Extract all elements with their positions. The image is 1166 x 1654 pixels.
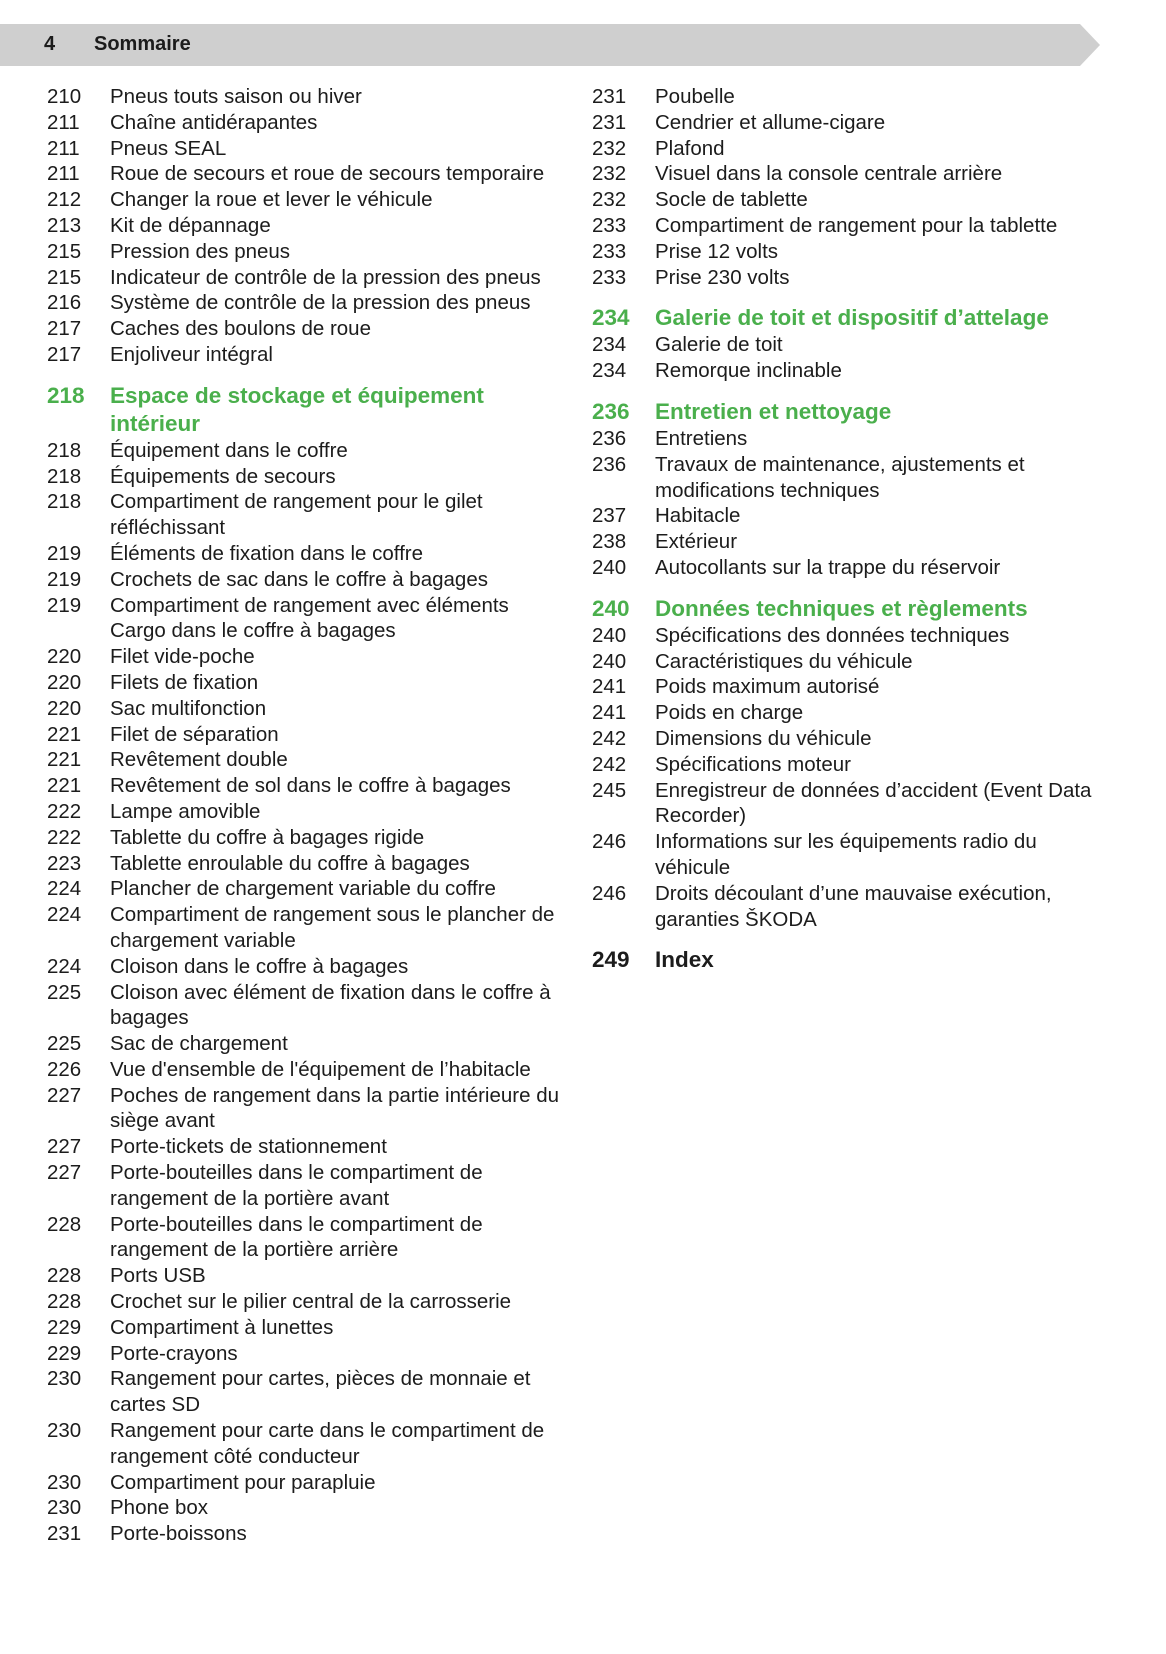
toc-entry-title: Entretien et nettoyage bbox=[655, 398, 892, 424]
toc-entry[interactable] bbox=[47, 290, 567, 316]
toc-entry[interactable] bbox=[592, 529, 1112, 555]
toc-page-number: 231 bbox=[592, 85, 627, 108]
toc-entry[interactable] bbox=[592, 829, 1112, 881]
toc-section-heading[interactable] bbox=[47, 382, 567, 438]
toc-entry-title: Phone box bbox=[110, 1496, 209, 1520]
toc-page-number: 240 bbox=[592, 649, 627, 673]
toc-page-number: 220 bbox=[47, 645, 82, 669]
toc-entry-title: Plafond bbox=[655, 136, 725, 160]
toc-page-number: 221 bbox=[47, 722, 82, 746]
toc-entry[interactable] bbox=[47, 1212, 567, 1264]
toc-entry-title: Socle de tablette bbox=[655, 188, 808, 212]
toc-entry-title: Tablette enroulable du coffre à bagages bbox=[110, 851, 470, 875]
toc-page-number: 225 bbox=[47, 980, 82, 1004]
toc-section-heading[interactable] bbox=[592, 595, 1112, 623]
toc-entry-title: Enjoliveur intégral bbox=[110, 342, 273, 366]
toc-entry-title: Espace de stockage et équipement intérieur bbox=[110, 382, 484, 436]
toc-entry[interactable] bbox=[47, 1341, 567, 1367]
toc-entry-title: Droits découlant d’une mauvaise exécution, garanties ŠKODA bbox=[655, 881, 1052, 931]
toc-entry-title: Entretiens bbox=[655, 426, 748, 450]
toc-page-number: 221 bbox=[47, 748, 82, 772]
toc-page-number: 218 bbox=[47, 382, 85, 408]
toc-entry-title: Rangement pour carte dans le compartiment de rangement côté conducteur bbox=[110, 1419, 545, 1468]
toc-entry[interactable] bbox=[592, 213, 1112, 239]
toc-page-number: 217 bbox=[47, 342, 82, 366]
toc-entry[interactable] bbox=[592, 778, 1112, 830]
toc-entry-title: Filets de fixation bbox=[110, 670, 259, 694]
toc-page-number: 241 bbox=[592, 675, 627, 699]
toc-page-number: 241 bbox=[592, 701, 627, 725]
toc-entry-title: Vue d'ensemble de l'équipement de l’habitacle bbox=[110, 1057, 531, 1081]
toc-entry-title: Rangement pour cartes, pièces de monnaie et cartes SD bbox=[110, 1367, 531, 1417]
toc-entry[interactable] bbox=[47, 722, 567, 748]
toc-entry[interactable] bbox=[47, 1315, 567, 1341]
toc-page-number: 234 bbox=[592, 359, 627, 383]
toc-entry-title: Porte-tickets de stationnement bbox=[110, 1135, 387, 1159]
toc-entry[interactable] bbox=[592, 623, 1112, 649]
toc-entry[interactable] bbox=[592, 452, 1112, 504]
toc-entry[interactable] bbox=[47, 876, 567, 902]
toc-page-number: 234 bbox=[592, 333, 627, 357]
toc-page-number: 240 bbox=[592, 623, 627, 647]
toc-entry[interactable] bbox=[47, 567, 567, 593]
toc-page-number: 228 bbox=[47, 1290, 82, 1314]
toc-entry-title: Caches des boulons de roue bbox=[110, 317, 371, 341]
toc-entry-title: Données techniques et règlements bbox=[655, 595, 1028, 621]
toc-entry[interactable] bbox=[47, 980, 567, 1032]
toc-page-number: 227 bbox=[47, 1135, 82, 1159]
toc-page-number: 228 bbox=[47, 1212, 82, 1236]
toc-entry[interactable] bbox=[47, 1366, 567, 1418]
toc-page-number: 210 bbox=[47, 85, 82, 108]
toc-entry[interactable] bbox=[47, 773, 567, 799]
toc-index-heading[interactable] bbox=[592, 946, 1112, 974]
toc-entry-title: Porte-crayons bbox=[110, 1341, 238, 1365]
toc-entry[interactable] bbox=[592, 239, 1112, 265]
page-title: Sommaire bbox=[94, 33, 191, 55]
toc-page-number: 211 bbox=[47, 110, 80, 134]
toc-entry-title: Spécifications des données techniques bbox=[655, 623, 1010, 647]
toc-entry-title: Revêtement de sol dans le coffre à bagages bbox=[110, 774, 511, 798]
toc-page-number: 230 bbox=[47, 1470, 82, 1494]
toc-entry[interactable] bbox=[47, 161, 567, 187]
toc-entry[interactable] bbox=[592, 136, 1112, 162]
toc-entry-title: Cloison avec élément de fixation dans le coffre à bagages bbox=[110, 980, 551, 1030]
toc-page-number: 230 bbox=[47, 1367, 82, 1391]
toc-entry[interactable] bbox=[47, 1160, 567, 1212]
toc-left-column bbox=[47, 84, 567, 1547]
toc-page-number: 236 bbox=[592, 426, 627, 450]
toc-entry[interactable] bbox=[47, 84, 567, 110]
toc-entry-title: Autocollants sur la trappe du réservoir bbox=[655, 555, 1001, 579]
toc-entry[interactable] bbox=[47, 954, 567, 980]
toc-right-column bbox=[592, 84, 1112, 974]
toc-entry-title: Prise 230 volts bbox=[655, 265, 790, 289]
toc-entry-title: Enregistreur de données d’accident (Event Data Recorder) bbox=[655, 778, 1092, 828]
toc-entry[interactable] bbox=[47, 1289, 567, 1315]
toc-page-number: 231 bbox=[592, 110, 627, 134]
toc-entry[interactable] bbox=[592, 674, 1112, 700]
toc-page-number: 215 bbox=[47, 239, 82, 263]
toc-page-number: 219 bbox=[47, 567, 82, 591]
toc-entry-title: Compartiment de rangement pour le gilet réfléchissant bbox=[110, 490, 483, 540]
toc-page-number: 233 bbox=[592, 265, 627, 289]
toc-entry[interactable] bbox=[592, 161, 1112, 187]
toc-entry[interactable] bbox=[47, 1495, 567, 1521]
toc-entry-title: Compartiment pour parapluie bbox=[110, 1470, 376, 1494]
toc-entry-title: Système de contrôle de la pression des pneus bbox=[110, 291, 531, 315]
toc-entry[interactable] bbox=[47, 1263, 567, 1289]
toc-entry-title: Équipement dans le coffre bbox=[110, 438, 348, 462]
toc-entry[interactable] bbox=[47, 593, 567, 645]
toc-entry-title: Crochet sur le pilier central de la carrosserie bbox=[110, 1290, 512, 1314]
toc-entry-title: Lampe amovible bbox=[110, 799, 261, 823]
toc-page-number: 225 bbox=[47, 1032, 82, 1056]
toc-entry-title: Tablette du coffre à bagages rigide bbox=[110, 825, 425, 849]
toc-page-number: 232 bbox=[592, 162, 627, 186]
toc-entry[interactable] bbox=[592, 110, 1112, 136]
toc-entry-title: Compartiment de rangement pour la tablette bbox=[655, 213, 1058, 237]
toc-entry-title: Crochets de sac dans le coffre à bagages bbox=[110, 567, 488, 591]
toc-entry[interactable] bbox=[47, 851, 567, 877]
toc-entry-title: Informations sur les équipements radio du véhicule bbox=[655, 830, 1037, 879]
toc-entry[interactable] bbox=[47, 316, 567, 342]
toc-page-number: 246 bbox=[592, 881, 627, 905]
toc-page-number: 218 bbox=[47, 490, 82, 514]
toc-page-number: 232 bbox=[592, 188, 627, 212]
toc-page-number: 222 bbox=[47, 799, 82, 823]
toc-entry-title: Travaux de maintenance, ajustements et modifications techniques bbox=[655, 452, 1025, 502]
toc-page-number: 227 bbox=[47, 1161, 82, 1185]
toc-page-number: 234 bbox=[592, 305, 630, 331]
toc-entry-title: Poches de rangement dans la partie intérieure du siège avant bbox=[110, 1083, 560, 1133]
toc-page-number: 224 bbox=[47, 877, 82, 901]
toc-entry[interactable] bbox=[592, 265, 1112, 291]
toc-entry-title: Sac multifonction bbox=[110, 696, 267, 720]
toc-page-number: 221 bbox=[47, 774, 82, 798]
toc-entry[interactable] bbox=[47, 541, 567, 567]
toc-entry-title: Compartiment à lunettes bbox=[110, 1315, 334, 1339]
toc-page-number: 236 bbox=[592, 398, 630, 424]
toc-entry[interactable] bbox=[592, 649, 1112, 675]
toc-entry-title: Spécifications moteur bbox=[655, 752, 851, 776]
toc-entry-title: Filet de séparation bbox=[110, 722, 279, 746]
toc-entry[interactable] bbox=[47, 110, 567, 136]
toc-entry[interactable] bbox=[592, 187, 1112, 213]
toc-entry-title: Index bbox=[655, 947, 714, 973]
toc-page-number: 216 bbox=[47, 291, 82, 315]
toc-entry[interactable] bbox=[592, 358, 1112, 384]
toc-entry-title: Dimensions du véhicule bbox=[655, 726, 872, 750]
toc-page-number: 223 bbox=[47, 851, 82, 875]
toc-page-number: 233 bbox=[592, 213, 627, 237]
toc-entry-title: Revêtement double bbox=[110, 748, 288, 772]
toc-entry[interactable] bbox=[592, 881, 1112, 933]
toc-entry[interactable] bbox=[47, 696, 567, 722]
toc-entry[interactable] bbox=[592, 726, 1112, 752]
toc-page-number: 211 bbox=[47, 162, 80, 186]
toc-entry-title: Galerie de toit et dispositif d’attelage bbox=[655, 305, 1049, 331]
toc-entry[interactable] bbox=[47, 464, 567, 490]
toc-page-number: 211 bbox=[47, 136, 80, 160]
toc-entry-title: Éléments de fixation dans le coffre bbox=[110, 541, 423, 565]
toc-entry[interactable] bbox=[47, 1031, 567, 1057]
toc-page-number: 249 bbox=[592, 947, 630, 973]
toc-entry-title: Porte-bouteilles dans le compartiment de rangement de la portière avant bbox=[110, 1161, 483, 1210]
toc-entry[interactable] bbox=[47, 213, 567, 239]
toc-entry-title: Poubelle bbox=[655, 85, 735, 108]
toc-page-number: 219 bbox=[47, 541, 82, 565]
toc-entry[interactable] bbox=[47, 1057, 567, 1083]
toc-entry-title: Remorque inclinable bbox=[655, 359, 842, 383]
toc-page-number: 226 bbox=[47, 1057, 82, 1081]
toc-page-number: 236 bbox=[592, 452, 627, 476]
toc-page-number: 212 bbox=[47, 188, 82, 212]
toc-page-number: 227 bbox=[47, 1083, 82, 1107]
toc-page-number: 240 bbox=[592, 595, 630, 621]
toc-entry[interactable] bbox=[592, 503, 1112, 529]
toc-page-number: 224 bbox=[47, 954, 82, 978]
toc-entry-title: Porte-boissons bbox=[110, 1522, 247, 1546]
toc-entry[interactable] bbox=[47, 342, 567, 368]
toc-entry[interactable] bbox=[592, 752, 1112, 778]
toc-entry[interactable] bbox=[47, 825, 567, 851]
toc-page-number: 232 bbox=[592, 136, 627, 160]
toc-page-number: 215 bbox=[47, 265, 82, 289]
toc-entry[interactable] bbox=[47, 1521, 567, 1547]
toc-entry[interactable] bbox=[47, 187, 567, 213]
toc-entry-title: Indicateur de contrôle de la pression des pneus bbox=[110, 265, 541, 289]
toc-entry[interactable] bbox=[47, 1418, 567, 1470]
toc-section-heading[interactable] bbox=[592, 398, 1112, 426]
toc-entry[interactable] bbox=[47, 670, 567, 696]
toc-page-number: 228 bbox=[47, 1264, 82, 1288]
toc-entry-title: Habitacle bbox=[655, 504, 741, 528]
toc-entry-title: Pneus touts saison ou hiver bbox=[110, 85, 362, 108]
toc-page-number: 238 bbox=[592, 530, 627, 554]
toc-entry-title: Poids maximum autorisé bbox=[655, 675, 880, 699]
toc-entry[interactable] bbox=[592, 700, 1112, 726]
toc-entry[interactable] bbox=[592, 426, 1112, 452]
toc-page-number: 237 bbox=[592, 504, 627, 528]
toc-entry-title: Pneus SEAL bbox=[110, 136, 227, 160]
toc-entry-title: Porte-bouteilles dans le compartiment de rangement de la portière arrière bbox=[110, 1212, 483, 1262]
toc-entry[interactable] bbox=[592, 555, 1112, 581]
toc-entry-title: Plancher de chargement variable du coffre bbox=[110, 877, 496, 901]
toc-entry[interactable] bbox=[47, 265, 567, 291]
toc-entry-title: Compartiment de rangement sous le plancher de chargement variable bbox=[110, 903, 555, 952]
page-number: 4 bbox=[44, 33, 56, 55]
toc-entry-title: Sac de chargement bbox=[110, 1032, 288, 1056]
toc-entry[interactable] bbox=[47, 136, 567, 162]
toc-page-number: 245 bbox=[592, 778, 627, 802]
toc-page-number: 220 bbox=[47, 696, 82, 720]
toc-page-number: 240 bbox=[592, 555, 627, 579]
toc-entry-title: Prise 12 volts bbox=[655, 239, 779, 263]
toc-page-number: 229 bbox=[47, 1315, 82, 1339]
toc-page-number: 218 bbox=[47, 438, 82, 462]
toc-entry-title: Ports USB bbox=[110, 1264, 206, 1288]
toc-entry[interactable] bbox=[47, 1134, 567, 1160]
toc-entry[interactable] bbox=[592, 332, 1112, 358]
toc-entry-title: Filet vide-poche bbox=[110, 645, 255, 669]
toc-page-number: 224 bbox=[47, 903, 82, 927]
toc-page-number: 230 bbox=[47, 1419, 82, 1443]
toc-page-number: 231 bbox=[47, 1522, 82, 1546]
toc-entry[interactable] bbox=[47, 489, 567, 541]
toc-entry[interactable] bbox=[47, 1470, 567, 1496]
toc-page-number: 213 bbox=[47, 213, 82, 237]
toc-page-number: 219 bbox=[47, 593, 82, 617]
toc-page-number: 242 bbox=[592, 752, 627, 776]
toc-entry-title: Roue de secours et roue de secours temporaire bbox=[110, 162, 545, 186]
toc-entry-title: Galerie de toit bbox=[655, 333, 783, 357]
toc-entry[interactable] bbox=[47, 799, 567, 825]
toc-entry-title: Changer la roue et lever le véhicule bbox=[110, 188, 433, 212]
toc-entry-title: Cendrier et allume-cigare bbox=[655, 110, 886, 134]
toc-page-number: 217 bbox=[47, 317, 82, 341]
toc-entry-title: Caractéristiques du véhicule bbox=[655, 649, 913, 673]
toc-page-number: 229 bbox=[47, 1341, 82, 1365]
toc-section-heading[interactable] bbox=[592, 304, 1112, 332]
toc-entry-title: Pression des pneus bbox=[110, 239, 291, 263]
toc-entry-title: Extérieur bbox=[655, 530, 738, 554]
toc-page-number: 246 bbox=[592, 830, 627, 854]
toc-page-number: 233 bbox=[592, 239, 627, 263]
toc-entry-title: Compartiment de rangement avec éléments Cargo dans le coffre à bagages bbox=[110, 593, 509, 643]
toc-entry-title: Visuel dans la console centrale arrière bbox=[655, 162, 1003, 186]
toc-entry[interactable] bbox=[47, 438, 567, 464]
toc-entry[interactable] bbox=[47, 239, 567, 265]
toc-page-number: 220 bbox=[47, 670, 82, 694]
toc-entry[interactable] bbox=[47, 644, 567, 670]
toc-entry[interactable] bbox=[47, 902, 567, 954]
toc-page-number: 242 bbox=[592, 726, 627, 750]
toc-entry[interactable] bbox=[47, 1083, 567, 1135]
toc-entry-title: Cloison dans le coffre à bagages bbox=[110, 954, 409, 978]
toc-entry[interactable] bbox=[47, 747, 567, 773]
toc-entry-title: Équipements de secours bbox=[110, 464, 336, 488]
toc-entry-title: Poids en charge bbox=[655, 701, 804, 725]
toc-entry[interactable] bbox=[592, 84, 1112, 110]
toc-page-number: 230 bbox=[47, 1496, 82, 1520]
toc-entry-title: Kit de dépannage bbox=[110, 213, 271, 237]
toc-page-number: 218 bbox=[47, 464, 82, 488]
toc-entry-title: Chaîne antidérapantes bbox=[110, 110, 318, 134]
toc-page-number: 222 bbox=[47, 825, 82, 849]
